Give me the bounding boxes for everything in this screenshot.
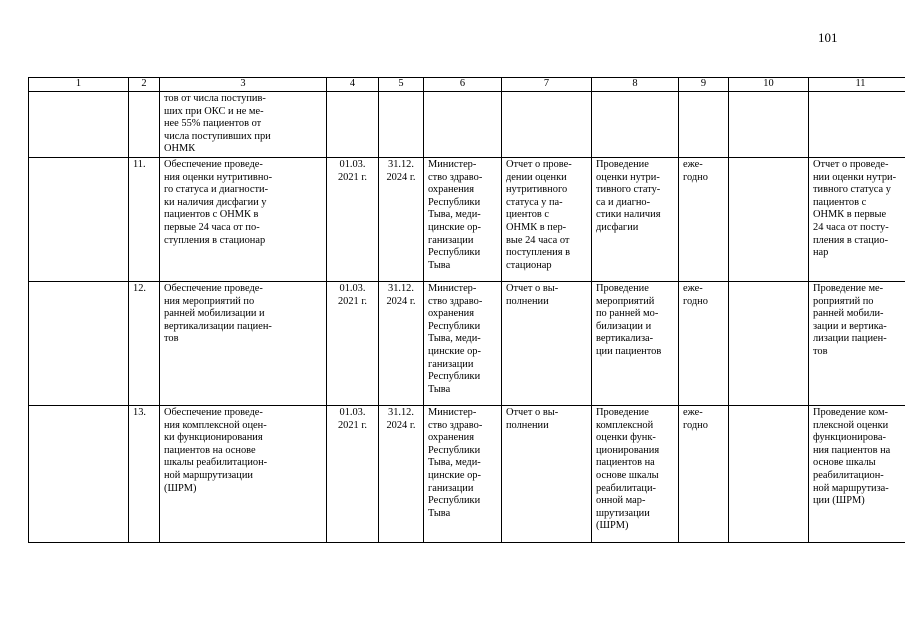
cell-empty bbox=[29, 92, 129, 158]
cell-start-date: 01.03. 2021 г. bbox=[327, 282, 379, 406]
cell-empty bbox=[29, 158, 129, 282]
cell-event: Обеспечение проведе- ния оценки нутритивно- го статуса и диагности- ки наличия дисфагии у пациентов с ОНМК в первые 24 часа от по- ступления в стационар bbox=[160, 158, 327, 282]
cell-control-form: Отчет о вы- полнении bbox=[502, 406, 592, 543]
cell-empty bbox=[424, 92, 502, 158]
cell-empty bbox=[29, 406, 129, 543]
cell-empty bbox=[129, 92, 160, 158]
page-number: 101 bbox=[818, 30, 838, 45]
cell-control-form: Отчет о прове- дении оценки нутритивного статуса у па- циентов с ОНМК в пер- вые 24 часа от поступления в стационар bbox=[502, 158, 592, 282]
plan-table bbox=[28, 77, 905, 543]
cell-row-number: 13. bbox=[129, 406, 160, 543]
cell-start-date: 01.03. 2021 г. bbox=[327, 406, 379, 543]
cell-start-date: 01.03. 2021 г. bbox=[327, 158, 379, 282]
cell-empty bbox=[592, 92, 679, 158]
cell-empty bbox=[729, 92, 809, 158]
cell-empty bbox=[327, 92, 379, 158]
cell-responsible: Министер- ство здраво- охранения Республики Тыва, меди- цинские ор- ганизации Республики Тыва bbox=[424, 282, 502, 406]
column-number: 10 bbox=[729, 78, 809, 92]
cell-end-date: 31.12. 2024 г. bbox=[379, 406, 424, 543]
cell-event: Обеспечение проведе- ния мероприятий по ранней мобилизации и вертикализации пациен- тов bbox=[160, 282, 327, 406]
table-row bbox=[29, 158, 905, 282]
continuation-row bbox=[29, 92, 905, 158]
column-number: 1 bbox=[29, 78, 129, 92]
cell-end-date: 31.12. 2024 г. bbox=[379, 158, 424, 282]
column-number: 2 bbox=[129, 78, 160, 92]
cell-column-10 bbox=[729, 158, 809, 282]
cell-result: Проведение ме- роприятий по ранней мобили- зации и вертика- лизации пациен- тов bbox=[809, 282, 905, 406]
cell-empty bbox=[809, 92, 905, 158]
column-number: 6 bbox=[424, 78, 502, 92]
cell-responsible: Министер- ство здраво- охранения Республики Тыва, меди- цинские ор- ганизации Республики Тыва bbox=[424, 158, 502, 282]
cell-result: Отчет о проведе- нии оценки нутри- тивного статуса у пациентов с ОНМК в первые 24 часа от посту- пления в стацио- нар bbox=[809, 158, 905, 282]
cell-period: еже- годно bbox=[679, 158, 729, 282]
table-row bbox=[29, 406, 905, 543]
column-number-row bbox=[29, 78, 905, 92]
table-row bbox=[29, 282, 905, 406]
column-number: 11 bbox=[809, 78, 905, 92]
cell-indicator: Проведение оценки нутри- тивного стату- са и диагно- стики наличия дисфагии bbox=[592, 158, 679, 282]
cell-empty bbox=[29, 282, 129, 406]
column-number: 3 bbox=[160, 78, 327, 92]
cell-responsible: Министер- ство здраво- охранения Республики Тыва, меди- цинские ор- ганизации Республики Тыва bbox=[424, 406, 502, 543]
column-number: 9 bbox=[679, 78, 729, 92]
cell-result: Проведение ком- плексной оценки функционирова- ния пациентов на основе шкалы реабилитацион- ной маршрутиза- ции (ШРМ) bbox=[809, 406, 905, 543]
column-number: 7 bbox=[502, 78, 592, 92]
column-number: 5 bbox=[379, 78, 424, 92]
cell-column-10 bbox=[729, 282, 809, 406]
cell-indicator: Проведение мероприятий по ранней мо- билизации и вертикализа- ции пациентов bbox=[592, 282, 679, 406]
column-number: 8 bbox=[592, 78, 679, 92]
cell-period: еже- годно bbox=[679, 406, 729, 543]
cell-control-form: Отчет о вы- полнении bbox=[502, 282, 592, 406]
cell-indicator: Проведение комплексной оценки функ- ционирования пациентов на основе шкалы реабилитаци- онной мар- шрутизации (ШРМ) bbox=[592, 406, 679, 543]
cell-period: еже- годно bbox=[679, 282, 729, 406]
cell-empty bbox=[679, 92, 729, 158]
cell-empty bbox=[502, 92, 592, 158]
cell-column-10 bbox=[729, 406, 809, 543]
cell-row-number: 11. bbox=[129, 158, 160, 282]
cell-event-continuation: тов от числа поступив- ших при ОКС и не ме- нее 55% пациентов от числа поступивших при ОНМК bbox=[160, 92, 327, 158]
cell-end-date: 31.12. 2024 г. bbox=[379, 282, 424, 406]
cell-empty bbox=[379, 92, 424, 158]
cell-row-number: 12. bbox=[129, 282, 160, 406]
cell-event: Обеспечение проведе- ния комплексной оцен- ки функционирования пациентов на основе шкалы реабилитацион- ной маршрутизации (ШРМ) bbox=[160, 406, 327, 543]
column-number: 4 bbox=[327, 78, 379, 92]
